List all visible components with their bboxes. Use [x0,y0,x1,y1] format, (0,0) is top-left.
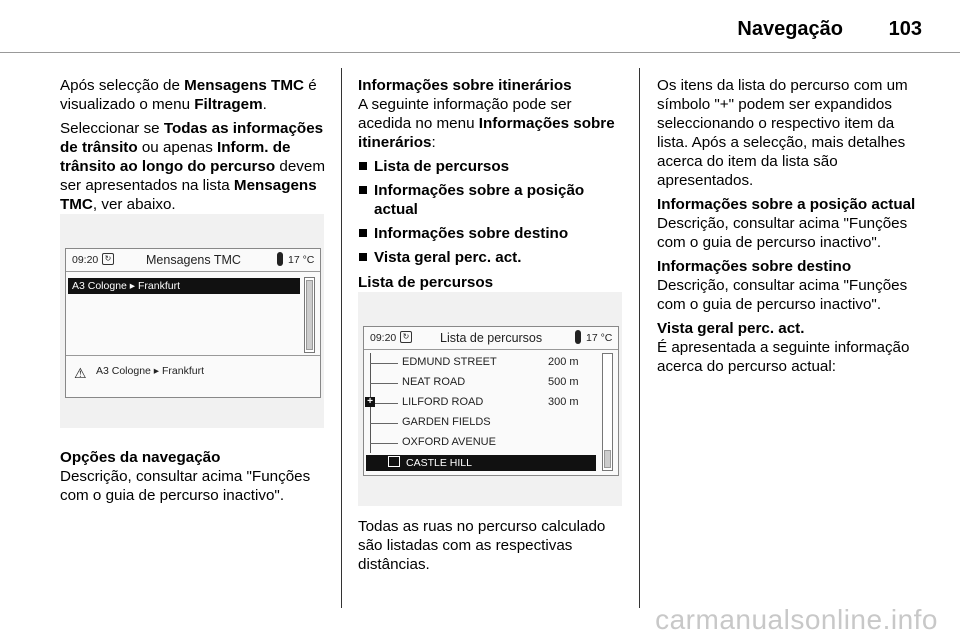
menu-items-list [358,157,626,267]
header-divider [0,52,960,53]
clock: 09:20 [370,332,397,344]
tmc-message-detail: A3 Cologne ▸ Frankfurt [96,365,204,377]
paragraph: Todas as ruas no percurso calculado são listadas com as respectivas distâncias. [358,518,606,573]
destination-icon [388,456,400,467]
scrollbar[interactable] [602,353,613,471]
column-2 [358,76,626,292]
section-description: É apresentada a seguinte informação acerca do percurso actual: [657,339,910,375]
section-description: Descrição, consultar acima "Funções com o guia de percurso inactivo". [657,215,908,251]
column-divider-2 [639,68,640,608]
tmc-screen [65,248,321,398]
street-name: EDMUND STREET [402,356,497,368]
street-name: NEAT ROAD [402,376,466,388]
traffic-warning-icon: ⚠ [74,365,87,381]
refresh-icon: ↻ [102,253,114,265]
screen-status-bar [364,327,618,350]
section-heading: Informações sobre a posição actual [657,196,916,213]
list-item: Informações sobre a posição actual [358,181,626,219]
scrollbar-thumb[interactable] [604,450,611,468]
street-distance: 300 m [548,396,579,408]
route-row-selected[interactable]: CASTLE HILL [366,455,596,471]
section-heading: Informações sobre itinerários [358,77,572,94]
tmc-message-selected[interactable]: A3 Cologne ▸ Frankfurt [68,278,300,294]
street-distance: 200 m [548,356,579,368]
subsection-heading: Lista de percursos [358,274,494,291]
bullet-icon [359,162,367,170]
street-distance: 500 m [548,376,579,388]
bullet-icon [359,186,367,194]
navigation-options-section [60,448,328,510]
scrollbar[interactable] [304,277,315,353]
page-number: 103 [888,18,922,40]
paragraph-intro: A seguinte informação pode ser acedida no menu Informações sobre itinerários: [358,96,615,151]
temperature: 17 °C [586,332,613,344]
route-branch [370,423,398,424]
screen-divider [66,355,320,356]
list-item: Informações sobre destino [358,224,626,243]
thermometer-icon [277,252,283,266]
route-list-screen-frame [358,292,622,506]
clock: 09:20 [72,254,99,266]
street-name: LILFORD ROAD [402,396,484,408]
list-item: Lista de percursos [358,157,626,176]
thermometer-icon [575,330,581,344]
section-heading: Vista geral perc. act. [657,320,805,337]
page-title: Navegação [737,18,843,40]
section-heading: Opções da navegação [60,449,221,466]
section-heading: Informações sobre destino [657,258,852,275]
route-row[interactable] [364,373,594,393]
tmc-screen-frame [60,214,324,428]
street-name: GARDEN FIELDS [402,416,491,428]
section-description: Descrição, consultar acima "Funções com o guia de percurso inactivo". [657,277,908,313]
route-branch [370,383,398,384]
paragraph-filter-intro: Após selecção de Mensagens TMC é visualizado o menu Filtragem. [60,77,317,113]
route-list-description [358,517,626,579]
column-3 [657,76,925,381]
route-list-screen [363,326,619,476]
route-branch [370,443,398,444]
list-item: Vista geral perc. act. [358,248,626,267]
screen-title: Mensagens TMC [146,253,241,267]
bullet-icon [359,253,367,261]
screen-title: Lista de percursos [440,331,543,345]
expand-plus-icon[interactable]: + [365,397,375,407]
screen-status-bar [66,249,320,272]
column-divider-1 [341,68,342,608]
street-name: OXFORD AVENUE [402,436,496,448]
route-row[interactable] [364,393,594,413]
route-row[interactable] [364,413,594,433]
page-header [0,0,960,52]
paragraph-filter-options: Seleccionar se Todas as informações de trânsito ou apenas Inform. de trânsito ao longo do percurso devem ser apresentados na lista Mensagens TMC, ver abaixo. [60,120,325,213]
route-row[interactable] [364,433,594,453]
temperature: 17 °C [288,254,315,266]
section-description: Descrição, consultar acima "Funções com o guia de percurso inactivo". [60,468,311,504]
paragraph-expand: Os itens da lista do percurso com um símbolo "+" podem ser expandidos seleccionando o respectivo item da lista. Após a selecção, mais detalhes acerca do item da lista são apresentados. [657,77,908,189]
column-1 [60,76,328,219]
watermark: carmanualsonline.info [655,604,938,635]
refresh-icon: ↻ [400,331,412,343]
route-branch [370,363,398,364]
route-row[interactable] [364,353,594,373]
bullet-icon [359,229,367,237]
scrollbar-thumb[interactable] [306,280,313,350]
